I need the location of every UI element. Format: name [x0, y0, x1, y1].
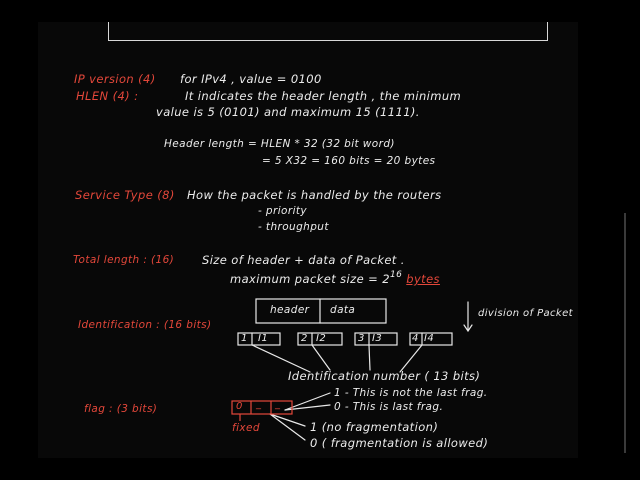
header-length-line2: = 5 X32 = 160 bits = 20 bytes	[262, 155, 436, 167]
frag-label-4: I4	[424, 333, 435, 344]
flag-mf-1: 1 - This is not the last frag.	[334, 387, 488, 399]
service-item-throughput: - throughput	[258, 221, 329, 233]
flag-mf-0: 0 - This is last frag.	[334, 401, 444, 413]
max-packet-exponent: 16	[389, 270, 403, 280]
service-type-text: How the packet is handled by the routers	[187, 188, 442, 202]
frag-box-1	[238, 333, 280, 345]
service-item-priority: - priority	[258, 205, 308, 217]
flag-bit-1: _	[256, 399, 262, 410]
frag-box-4	[410, 333, 452, 345]
packet-header-label: header	[270, 304, 310, 316]
service-type-label: Service Type (8)	[75, 188, 175, 202]
division-label: division of Packet	[478, 308, 573, 319]
max-packet-unit: bytes	[406, 272, 440, 286]
frag-id-1: 1	[241, 333, 248, 344]
hlen-line2: value is 5 (0101) and maximum 15 (1111).	[156, 105, 420, 119]
frag-label-2: I2	[316, 333, 327, 344]
hlen-line1: It indicates the header length , the minimum	[185, 89, 462, 103]
frag-id-3: 3	[358, 333, 365, 344]
flag-box	[232, 401, 292, 414]
identification-label: Identification : (16 bits)	[78, 319, 212, 331]
frag-box-3	[355, 333, 397, 345]
header-length-line1: Header length = HLEN * 32 (32 bit word)	[164, 138, 395, 150]
max-packet-formula: maximum packet size = 2	[230, 272, 390, 286]
total-length-text: Size of header + data of Packet .	[202, 253, 405, 267]
flag-bit-2: _	[275, 399, 281, 410]
flag-label: flag : (3 bits)	[84, 403, 158, 415]
frag-label-3: I3	[372, 333, 383, 344]
frag-id-4: 4	[412, 333, 419, 344]
flag-fixed-label: fixed	[232, 422, 260, 434]
hlen-label: HLEN (4) :	[76, 89, 139, 103]
flag-df-0: 0 ( fragmentation is allowed)	[310, 436, 489, 450]
ip-version-label: IP version (4)	[74, 72, 156, 86]
ip-version-text: for IPv4 , value = 0100	[180, 72, 322, 86]
frag-box-2	[298, 333, 342, 345]
identification-number-text: Identification number ( 13 bits)	[288, 369, 481, 383]
flag-bit-0: 0	[236, 401, 243, 412]
flag-df-1: 1 (no fragmentation)	[310, 420, 439, 434]
frag-label-1: I1	[258, 333, 269, 344]
packet-data-label: data	[330, 304, 356, 316]
frag-id-2: 2	[301, 333, 308, 344]
total-length-label: Total length : (16)	[73, 254, 175, 266]
packet-box	[256, 299, 386, 323]
